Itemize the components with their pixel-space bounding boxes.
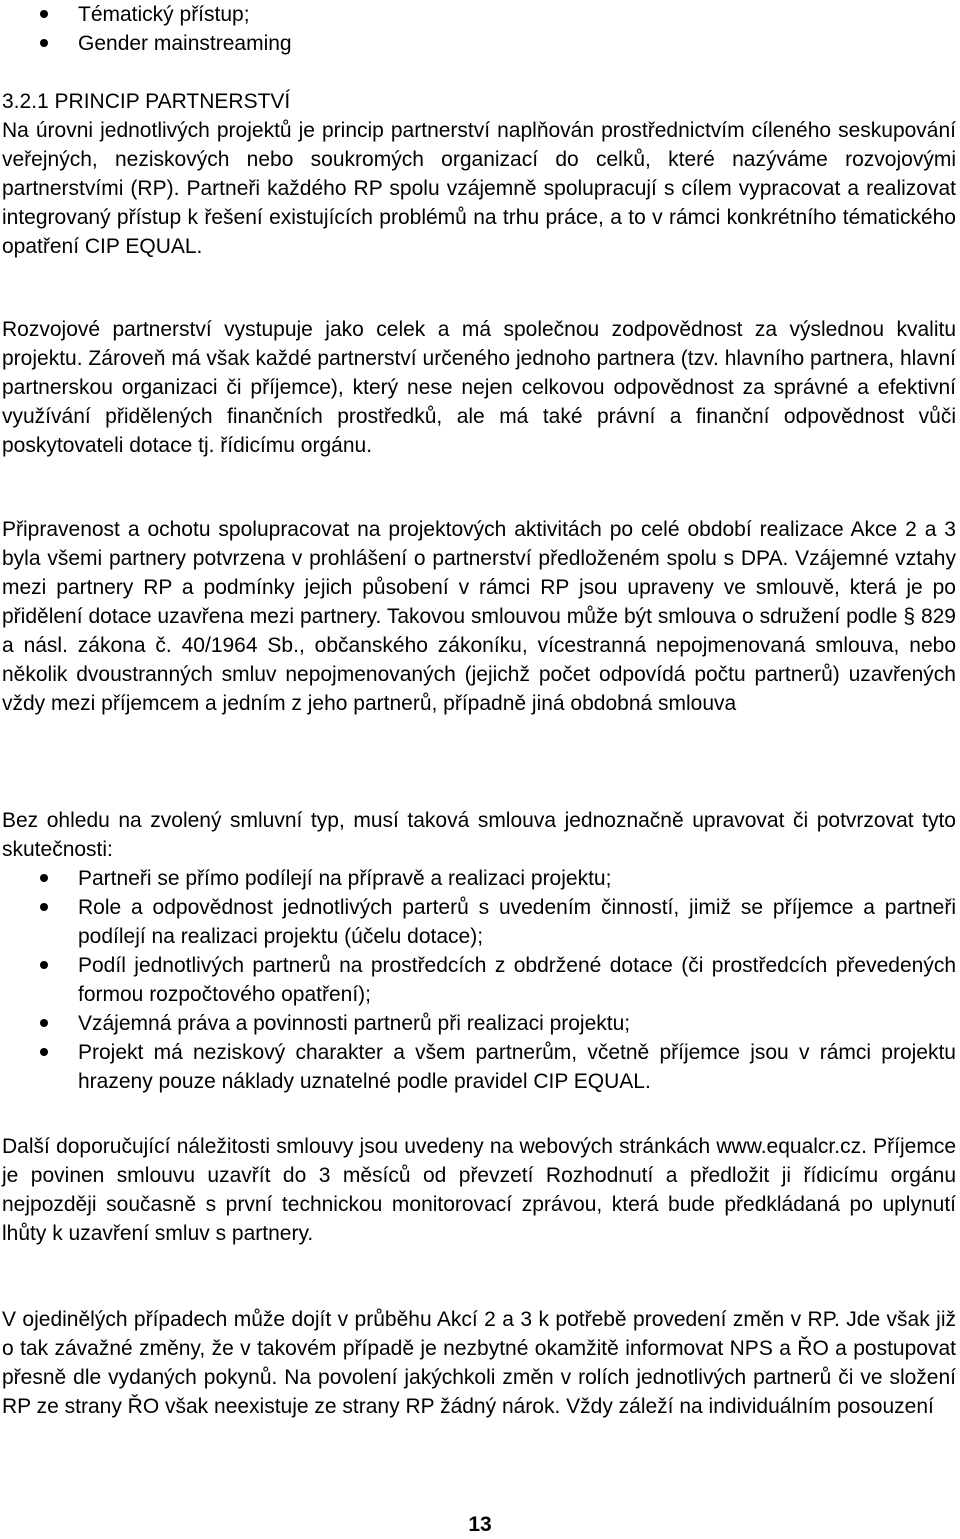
list-item-text: Partneři se přímo podílejí na přípravě a realizaci projektu; [78, 867, 612, 890]
bullet-icon [40, 961, 48, 969]
requirements-list [0, 864, 956, 1096]
paragraph: Na úrovni jednotlivých projektů je princip partnerství naplňován prostřednictvím cíleného seskupování veřejných, neziskových nebo soukromých organizací do celků, které nazýváme rozvojovými partnerstvími (RP). Partneři každého RP spolu vzájemně spolupracují s cílem vypracovat a realizovat integrovaný přístup k řešení existujících problémů na trhu práce, a to v rámci konkrétního tématického opatření CIP EQUAL. [2, 119, 956, 258]
list-item-text: Projekt má neziskový charakter a všem partnerům, včetně příjemce jsou v rámci projektu hrazeny pouze náklady uznatelné podle pravidel CIP EQUAL. [78, 1041, 956, 1093]
list-item-text: Gender mainstreaming [78, 32, 292, 55]
list-item-text: Role a odpovědnost jednotlivých parterů s uvedením činností, jimiž se příjemce a partneři podílejí na realizaci projektu (účelu dotace); [78, 896, 956, 948]
list-item [0, 951, 956, 1009]
bullet-icon [40, 10, 48, 18]
paragraph: Rozvojové partnerství vystupuje jako celek a má společnou zodpovědnost za výslednou kvalitu projektu. Zároveň má však každé partnerství určeného jednoho partnera (tzv. hlavního partnera, hlavní partnerskou organizaci či příjemce), který nese nejen celkovou odpovědnost za správné a efektivní využívání přidělených finančních prostředků, ale má také právní a finanční odpovědnost vůči poskytovateli dotace tj. řídicímu orgánu. [2, 318, 956, 457]
top-bullet-list [0, 0, 956, 58]
list-item [0, 29, 956, 58]
list-item-text: Podíl jednotlivých partnerů na prostředcích z obdržené dotace (či prostředcích převedených formou rozpočtového opatření); [78, 954, 956, 1006]
list-item-text: Tématický přístup; [78, 3, 250, 26]
bullet-icon [40, 39, 48, 47]
paragraph: Bez ohledu na zvolený smluvní typ, musí taková smlouva jednoznačně upravovat či potvrzovat tyto skutečnosti: [2, 809, 956, 861]
bullet-icon [40, 1019, 48, 1027]
list-item [0, 1038, 956, 1096]
section-heading: 3.2.1 PRINCIP PARTNERSTVÍ [2, 90, 291, 113]
list-item [0, 0, 956, 29]
list-item [0, 893, 956, 951]
paragraph: Připravenost a ochotu spolupracovat na projektových aktivitách po celé období realizace Akce 2 a 3 byla všemi partnery potvrzena v prohlášení o partnerství předloženém spolu s DPA. Vzájemné vztahy mezi partnery RP a podmínky jejich působení v rámci RP jsou upraveny ve smlouvě, která je po přidělení dotace uzavřena mezi partnery. Takovou smlouvou může být smlouva o sdružení podle § 829 a násl. zákona č. 40/1964 Sb., občanského zákoníku, vícestranná nepojmenovaná smlouva, nebo několik dvoustranných smluv nepojmenovaných (jejichž počet odpovídá počtu partnerů) uzavřených vždy mezi příjemcem a jedním z jeho partnerů, případně jiná obdobná smlouva [2, 518, 956, 715]
bullet-icon [40, 1048, 48, 1056]
page-number: 13 [468, 1513, 492, 1536]
bullet-icon [40, 903, 48, 911]
bullet-icon [40, 874, 48, 882]
list-item [0, 864, 956, 893]
list-item-text: Vzájemná práva a povinnosti partnerů při realizaci projektu; [78, 1012, 631, 1035]
list-item [0, 1009, 956, 1038]
paragraph: Další doporučující náležitosti smlouvy jsou uvedeny na webových stránkách www.equalcr.cz. Příjemce je povinen smlouvu uzavřít do 3 měsíců od převzetí Rozhodnutí a předložit ji řídicímu orgánu nejpozději současně s první technickou monitorovací zprávou, která bude předkládaná po uplynutí lhůty k uzavření smluv s partnery. [2, 1135, 956, 1245]
paragraph: V ojedinělých případech může dojít v průběhu Akcí 2 a 3 k potřebě provedení změn v RP. Jde však již o tak závažné změny, že v takovém případě je nezbytné okamžitě informovat NPS a ŘO a postupovat přesně dle vydaných pokynů. Na povolení jakýchkoli změn v rolích jednotlivých partnerů či ve složení RP ze strany ŘO však neexistuje ze strany RP žádný nárok. Vždy záleží na individuálním posouzení [2, 1308, 956, 1418]
